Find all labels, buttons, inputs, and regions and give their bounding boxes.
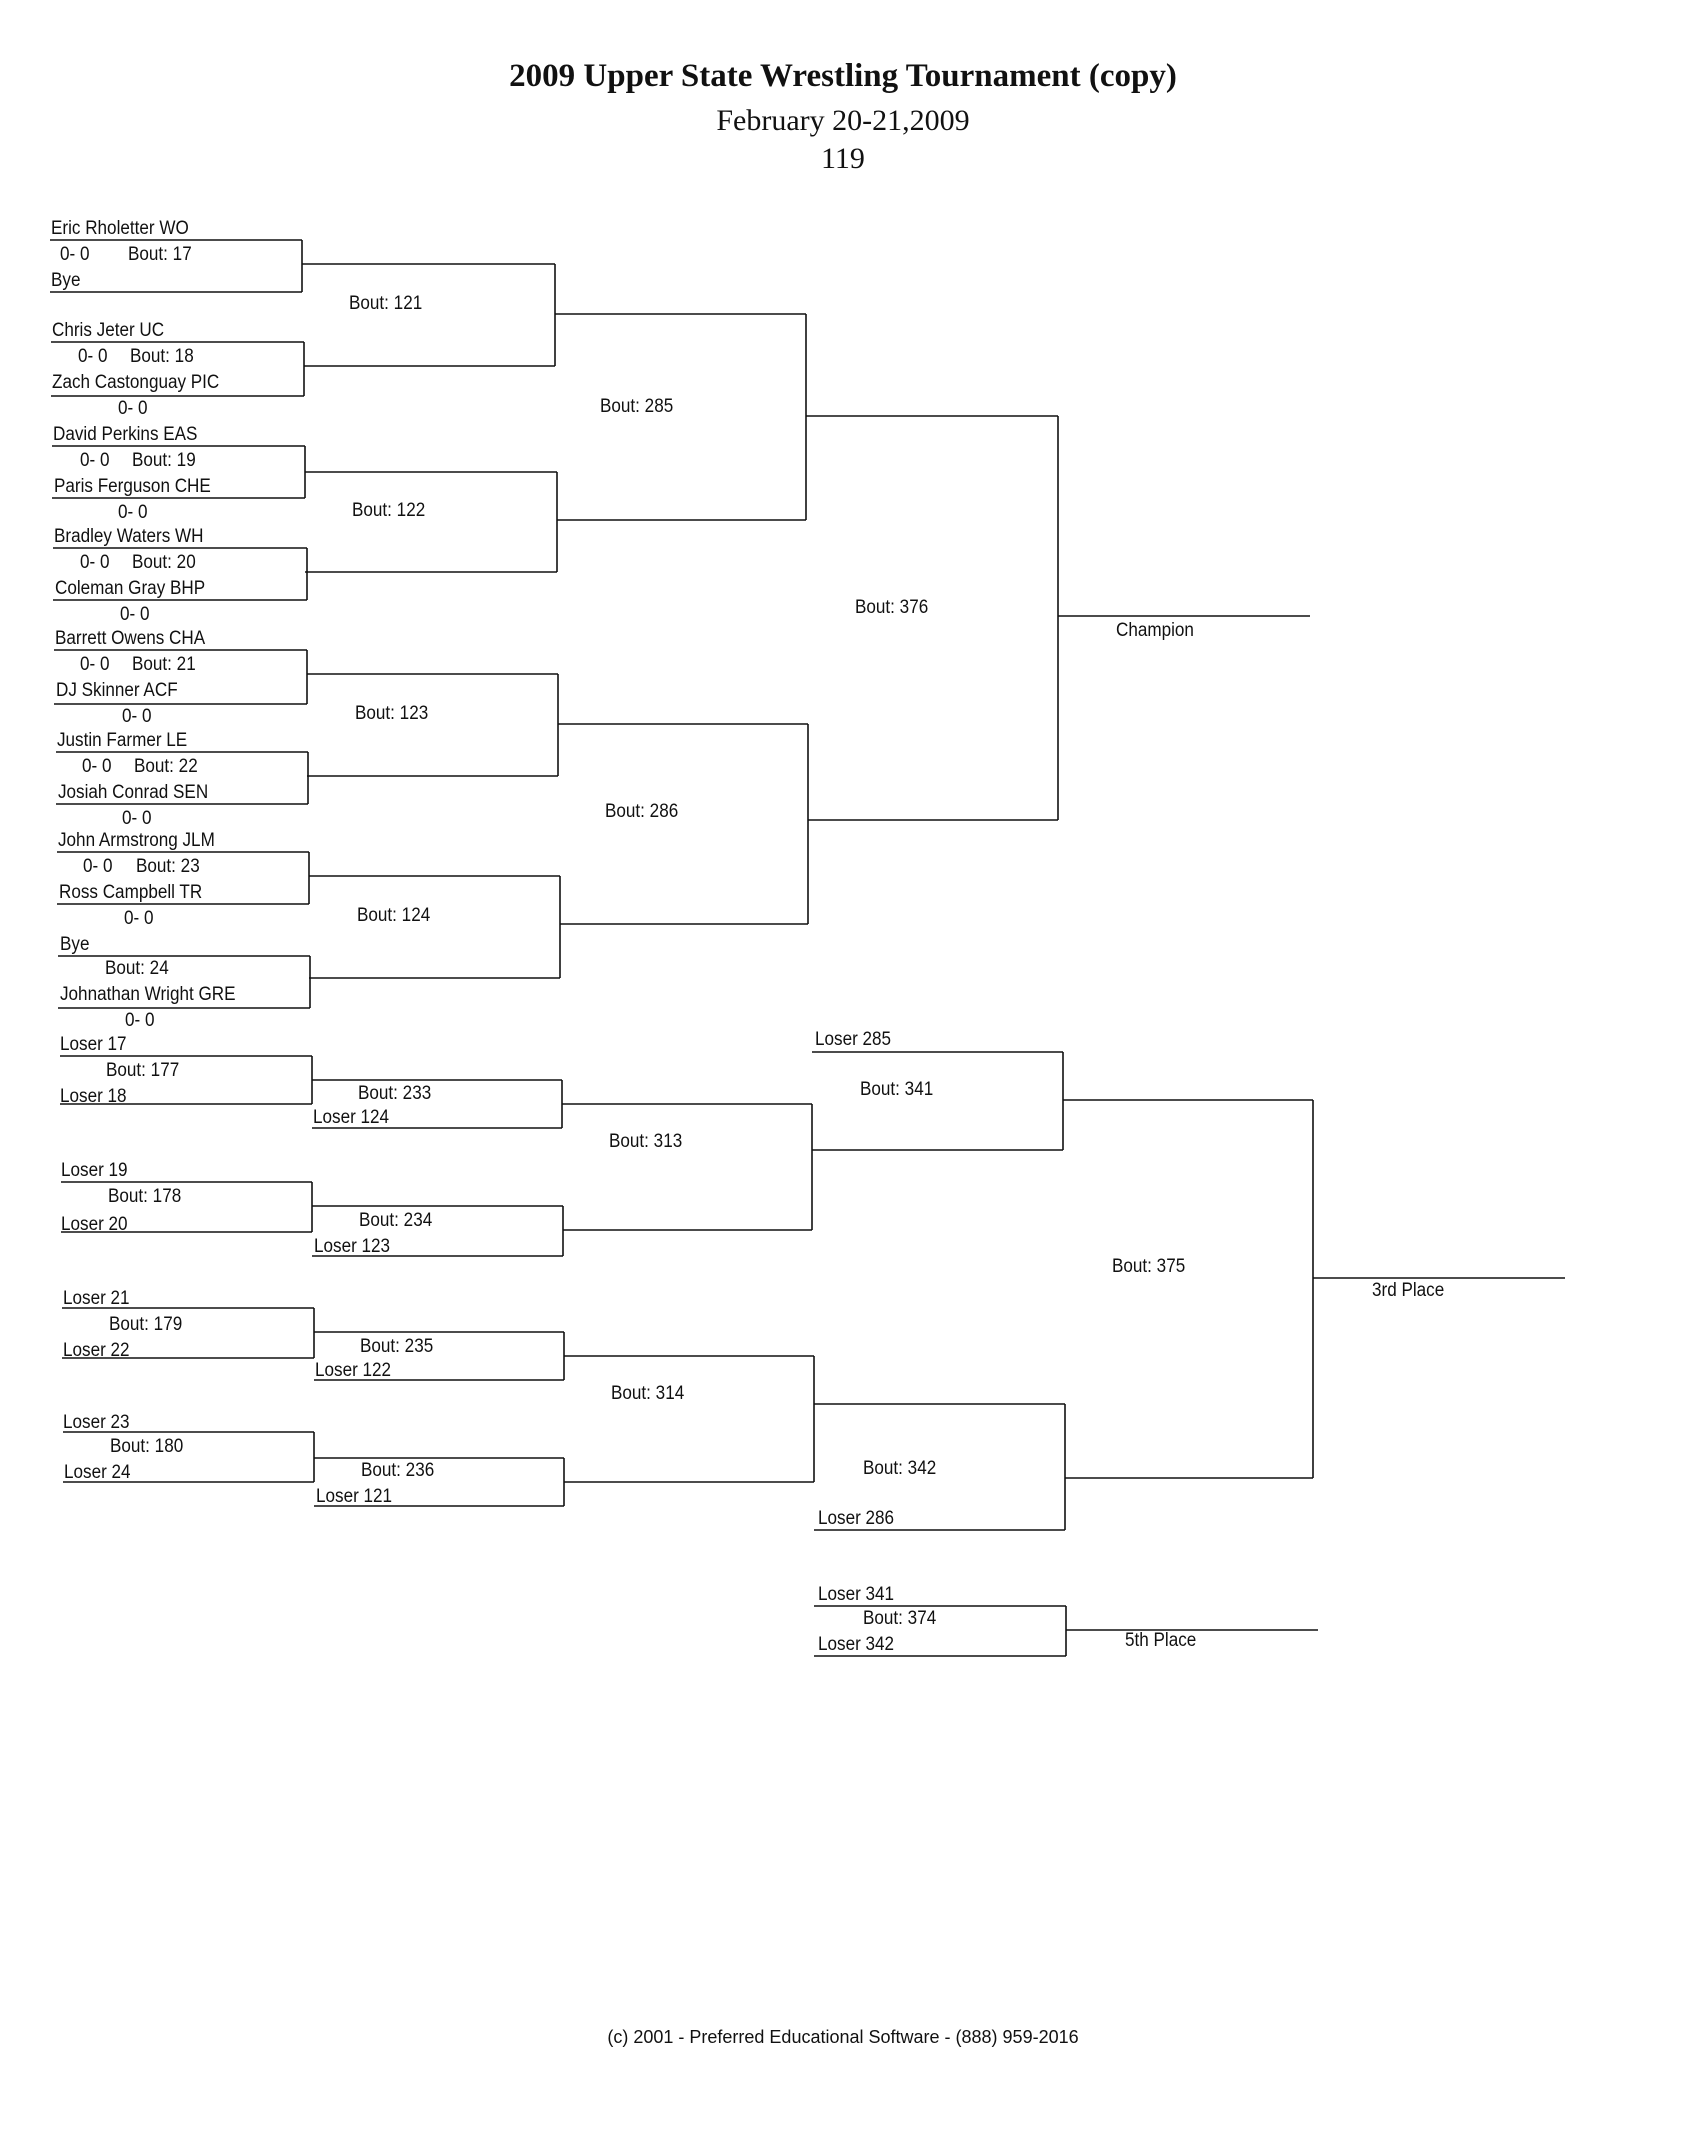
loser-label: Loser 286: [818, 1508, 895, 1529]
bout-label: Bout: 179: [109, 1314, 183, 1335]
loser-label: Loser 24: [64, 1462, 131, 1483]
bout-label: Bout: 285: [600, 396, 674, 417]
bout-label: Bout: 313: [609, 1131, 683, 1152]
wrestler-label: DJ Skinner ACF: [56, 680, 178, 701]
record-label: 0- 0: [80, 552, 110, 573]
bout-label: Bout: 233: [358, 1083, 432, 1104]
record-label: 0- 0: [118, 398, 148, 419]
bout-label: Bout: 234: [359, 1210, 433, 1231]
bout-label: Bout: 121: [349, 293, 423, 314]
bout-label: Bout: 124: [357, 905, 431, 926]
record-label: 0- 0: [60, 244, 90, 265]
bout-label: Bout: 375: [1112, 1256, 1186, 1277]
bout-label: Bout: 123: [355, 703, 429, 724]
weight-class: 119: [821, 142, 865, 175]
wrestler-label: Paris Ferguson CHE: [54, 476, 211, 497]
wrestler-label: John Armstrong JLM: [58, 830, 215, 851]
bout-label: Bout: 24: [105, 958, 169, 979]
loser-label: Loser 18: [60, 1086, 127, 1107]
bout-label: Bout: 376: [855, 597, 929, 618]
wrestler-label: Eric Rholetter WO: [51, 218, 189, 239]
wrestler-label: Ross Campbell TR: [59, 882, 203, 903]
bout-label: Bout: 236: [361, 1460, 435, 1481]
place-label: 3rd Place: [1372, 1280, 1445, 1301]
loser-label: Loser 341: [818, 1584, 895, 1605]
record-label: 0- 0: [78, 346, 108, 367]
bout-label: Bout: 374: [863, 1608, 937, 1629]
wrestler-label: Bye: [60, 934, 90, 955]
wrestler-label: David Perkins EAS: [53, 424, 198, 445]
wrestler-label: Josiah Conrad SEN: [58, 782, 209, 803]
bout-label: Bout: 341: [860, 1079, 934, 1100]
wrestler-label: Justin Farmer LE: [57, 730, 188, 751]
bout-label: Bout: 22: [134, 756, 198, 777]
wrestler-label: Barrett Owens CHA: [55, 628, 206, 649]
record-label: 0- 0: [125, 1010, 155, 1031]
record-label: 0- 0: [122, 706, 152, 727]
bout-label: Bout: 178: [108, 1186, 182, 1207]
bout-label: Bout: 286: [605, 801, 679, 822]
record-label: 0- 0: [120, 604, 150, 625]
loser-label: Loser 22: [63, 1340, 130, 1361]
loser-label: Loser 121: [316, 1486, 393, 1507]
record-label: 0- 0: [80, 654, 110, 675]
place-label: 5th Place: [1125, 1630, 1197, 1651]
loser-label: Loser 285: [815, 1029, 892, 1050]
bout-label: Bout: 235: [360, 1336, 434, 1357]
wrestler-label: Bradley Waters WH: [54, 526, 204, 547]
bout-label: Bout: 23: [136, 856, 200, 877]
place-label: Champion: [1116, 620, 1194, 641]
record-label: 0- 0: [118, 502, 148, 523]
loser-label: Loser 123: [314, 1236, 391, 1257]
bout-label: Bout: 342: [863, 1458, 937, 1479]
copyright-footer: (c) 2001 - Preferred Educational Software - (888) 959-2016: [607, 2027, 1079, 2047]
loser-label: Loser 17: [60, 1034, 127, 1055]
loser-label: Loser 124: [313, 1107, 390, 1128]
bout-label: Bout: 18: [130, 346, 194, 367]
bout-label: Bout: 177: [106, 1060, 180, 1081]
loser-label: Loser 342: [818, 1634, 895, 1655]
wrestler-label: Chris Jeter UC: [52, 320, 165, 341]
loser-label: Loser 19: [61, 1160, 128, 1181]
bout-label: Bout: 17: [128, 244, 192, 265]
bout-label: Bout: 21: [132, 654, 196, 675]
bout-label: Bout: 19: [132, 450, 196, 471]
tournament-dates: February 20-21,2009: [716, 104, 970, 137]
loser-label: Loser 20: [61, 1214, 128, 1235]
wrestler-label: Coleman Gray BHP: [55, 578, 206, 599]
page-title: 2009 Upper State Wrestling Tournament (copy): [509, 58, 1177, 94]
bout-label: Bout: 122: [352, 500, 426, 521]
record-label: 0- 0: [122, 808, 152, 829]
bout-label: Bout: 180: [110, 1436, 184, 1457]
bout-label: Bout: 314: [611, 1383, 685, 1404]
record-label: 0- 0: [82, 756, 112, 777]
bout-label: Bout: 20: [132, 552, 196, 573]
record-label: 0- 0: [124, 908, 154, 929]
record-label: 0- 0: [83, 856, 113, 877]
loser-label: Loser 23: [63, 1412, 130, 1433]
loser-label: Loser 122: [315, 1360, 392, 1381]
record-label: 0- 0: [80, 450, 110, 471]
loser-label: Loser 21: [63, 1288, 130, 1309]
wrestler-label: Bye: [51, 270, 81, 291]
wrestler-label: Zach Castonguay PIC: [52, 372, 220, 393]
wrestler-label: Johnathan Wright GRE: [60, 984, 236, 1005]
